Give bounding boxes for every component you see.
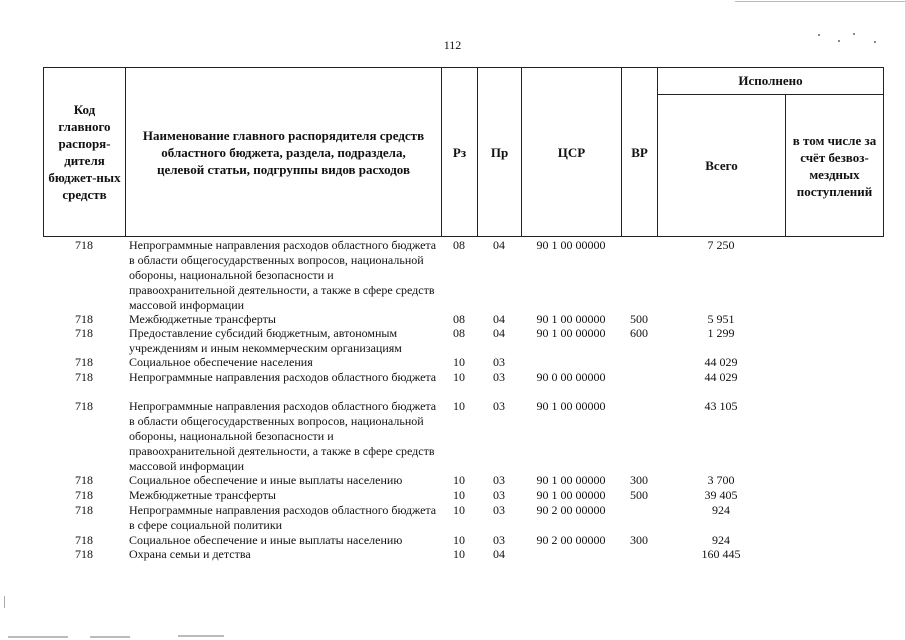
row-rz: 08	[453, 326, 465, 340]
row-total: 44 029	[704, 370, 738, 384]
row-pr: 03	[493, 488, 505, 502]
row-name: Социальное обеспечение и иные выплаты населению	[129, 533, 403, 547]
row-total: 160 445	[701, 547, 741, 561]
header-csr: ЦСР	[557, 144, 586, 160]
table-row	[43, 370, 884, 400]
table-row	[43, 533, 884, 548]
scan-speck	[838, 40, 840, 42]
row-vr: 300	[630, 473, 648, 487]
row-name: Непрограммные направления расходов областного бюджета в области общегосударственных вопросов, национальной обороны, национальной безопасности и правоохранительной деятельности, а также в сфере средств массовой информации	[129, 238, 437, 312]
row-code: 718	[75, 312, 93, 326]
row-pr: 04	[493, 547, 505, 561]
row-total: 43 105	[704, 399, 738, 413]
table-row	[43, 326, 884, 356]
row-name: Социальное обеспечение и иные выплаты населению	[129, 473, 403, 487]
row-code: 718	[75, 326, 93, 340]
row-csr: 90 1 00 00000	[536, 312, 606, 326]
row-total: 1 299	[707, 326, 735, 340]
row-csr: 90 2 00 00000	[536, 533, 606, 547]
row-total: 924	[712, 533, 730, 547]
header-vr: ВР	[631, 144, 648, 160]
row-rz: 10	[453, 503, 465, 517]
row-name: Межбюджетные трансферты	[129, 312, 276, 326]
row-pr: 03	[493, 533, 505, 547]
row-code: 718	[75, 533, 93, 547]
header-free: в том числе за счёт безвоз-мездных поступлений	[792, 132, 877, 199]
row-rz: 10	[453, 547, 465, 561]
scan-speck	[818, 34, 820, 36]
header-rz: Рз	[452, 144, 467, 160]
table-row	[43, 312, 884, 327]
row-pr: 04	[493, 312, 505, 326]
row-rz: 08	[453, 238, 465, 252]
row-code: 718	[75, 503, 93, 517]
table-header	[43, 67, 884, 237]
row-total: 44 029	[704, 355, 738, 369]
row-total: 7 250	[707, 238, 735, 252]
header-total: Всего	[705, 158, 738, 173]
row-total: 924	[712, 503, 730, 517]
row-total: 5 951	[707, 312, 735, 326]
row-pr: 04	[493, 238, 505, 252]
table-row	[43, 473, 884, 488]
header-code: Код главного распоря-дителя бюджет-ных средств	[48, 102, 121, 202]
row-pr: 03	[493, 473, 505, 487]
row-code: 718	[75, 238, 93, 252]
row-name: Предоставление субсидий бюджетным, автономным учреждениям и иным некоммерческим организациям	[129, 326, 402, 355]
row-rz: 08	[453, 312, 465, 326]
row-code: 718	[75, 488, 93, 502]
row-vr: 500	[630, 488, 648, 502]
scan-edge-line	[735, 1, 905, 2]
table-row	[43, 503, 884, 533]
header-name: Наименование главного распорядителя средств областного бюджета, раздела, подраздела, целевой статьи, подгруппы видов расходов	[142, 127, 425, 177]
table-row	[43, 355, 884, 370]
scan-speck	[853, 33, 855, 35]
row-csr: 90 0 00 00000	[536, 370, 606, 384]
row-pr: 03	[493, 399, 505, 413]
page-number: 112	[443, 38, 462, 52]
row-pr: 03	[493, 355, 505, 369]
row-name: Социальное обеспечение населения	[129, 355, 313, 369]
row-csr: 90 1 00 00000	[536, 238, 606, 252]
row-vr: 600	[630, 326, 648, 340]
table-row	[43, 399, 884, 474]
row-total: 3 700	[707, 473, 735, 487]
row-name: Непрограммные направления расходов областного бюджета в области общегосударственных вопросов, национальной обороны, национальной безопасности и правоохранительной деятельности, а также в сфере средств массовой информации	[129, 399, 437, 473]
scan-edge-mark	[8, 636, 68, 638]
scan-edge-mark	[90, 636, 130, 638]
row-pr: 03	[493, 503, 505, 517]
row-csr: 90 1 00 00000	[536, 326, 606, 340]
row-pr: 04	[493, 326, 505, 340]
row-vr: 300	[630, 533, 648, 547]
row-name: Непрограммные направления расходов областного бюджета в сфере социальной политики	[129, 503, 437, 532]
row-code: 718	[75, 473, 93, 487]
row-vr: 500	[630, 312, 648, 326]
scan-edge-mark	[4, 596, 5, 608]
row-csr: 90 1 00 00000	[536, 399, 606, 413]
row-total: 39 405	[704, 488, 738, 502]
row-rz: 10	[453, 473, 465, 487]
row-csr: 90 2 00 00000	[536, 503, 606, 517]
row-csr: 90 1 00 00000	[536, 473, 606, 487]
row-name: Охрана семьи и детства	[129, 547, 251, 561]
row-rz: 10	[453, 533, 465, 547]
row-rz: 10	[453, 370, 465, 384]
row-name: Межбюджетные трансферты	[129, 488, 276, 502]
row-code: 718	[75, 399, 93, 413]
row-pr: 03	[493, 370, 505, 384]
row-code: 718	[75, 370, 93, 384]
table-row	[43, 547, 884, 562]
table-row	[43, 238, 884, 313]
row-csr: 90 1 00 00000	[536, 488, 606, 502]
header-executed: Исполнено	[738, 73, 803, 88]
header-pr: Пр	[490, 144, 509, 160]
row-code: 718	[75, 547, 93, 561]
scan-speck	[874, 41, 876, 43]
header-border-right	[883, 67, 884, 237]
table-row	[43, 488, 884, 503]
row-rz: 10	[453, 399, 465, 413]
row-rz: 10	[453, 355, 465, 369]
scan-edge-mark	[178, 635, 224, 637]
row-name: Непрограммные направления расходов областного бюджета	[129, 370, 437, 384]
row-code: 718	[75, 355, 93, 369]
row-rz: 10	[453, 488, 465, 502]
